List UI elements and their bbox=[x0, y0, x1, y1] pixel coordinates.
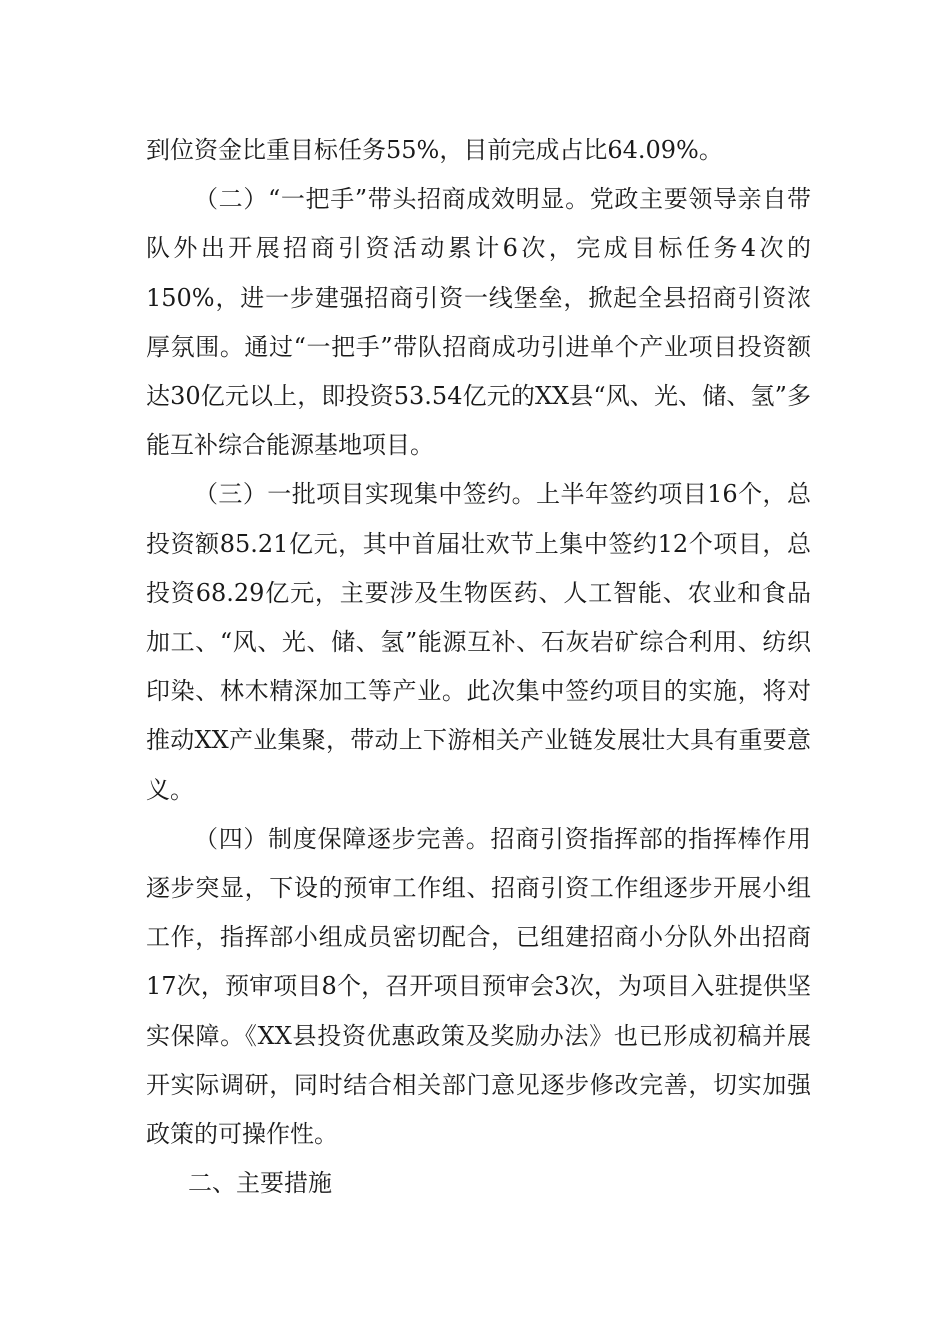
paragraph-continuation: 到位资金比重目标任务55%，目前完成占比64.09%。 bbox=[146, 136, 723, 164]
paragraph-project-signing: （三）一批项目实现集中签约。上半年签约项目16个，总投资额85.21亿元，其中首届壮欢节上集中签约12个项目，总投资68.29亿元，主要涉及生物医药、人工智能、农业和食品加工、“风、光、储、氢”能源互补、石灰岩矿综合利用、纺织印染、林木精深加工等产业。此次集中签约项目的实施，将对推动XX产业集聚，带动上下游相关产业链发展壮大具有重要意义。 bbox=[146, 480, 811, 804]
paragraph-system-guarantee: （四）制度保障逐步完善。招商引资指挥部的指挥棒作用逐步突显，下设的预审工作组、招商引资工作组逐步开展小组工作，指挥部小组成员密切配合，已组建招商小分队外出招商17次，预审项目8个，召开项目预审会3次，为项目入驻提供坚实保障。《XX县投资优惠政策及奖励办法》也已形成初稿并展开实际调研，同时结合相关部门意见逐步修改完善，切实加强政策的可操作性。 bbox=[146, 824, 811, 1149]
section-heading: 二、主要措施 bbox=[188, 1169, 332, 1198]
paragraph-leader-investment: （二）“一把手”带头招商成效明显。党政主要领导亲自带队外出开展招商引资活动累计6次，完成目标任务4次的150%，进一步建强招商引资一线堡垒，掀起全县招商引资浓厚氛围。通过“一把手”带队招商成功引进单个产业项目投资额达30亿元以上，即投资53.54亿元的XX县“风、光、储、氢”多能互补综合能源基地项目。 bbox=[146, 185, 811, 460]
document-body bbox=[146, 126, 811, 1208]
